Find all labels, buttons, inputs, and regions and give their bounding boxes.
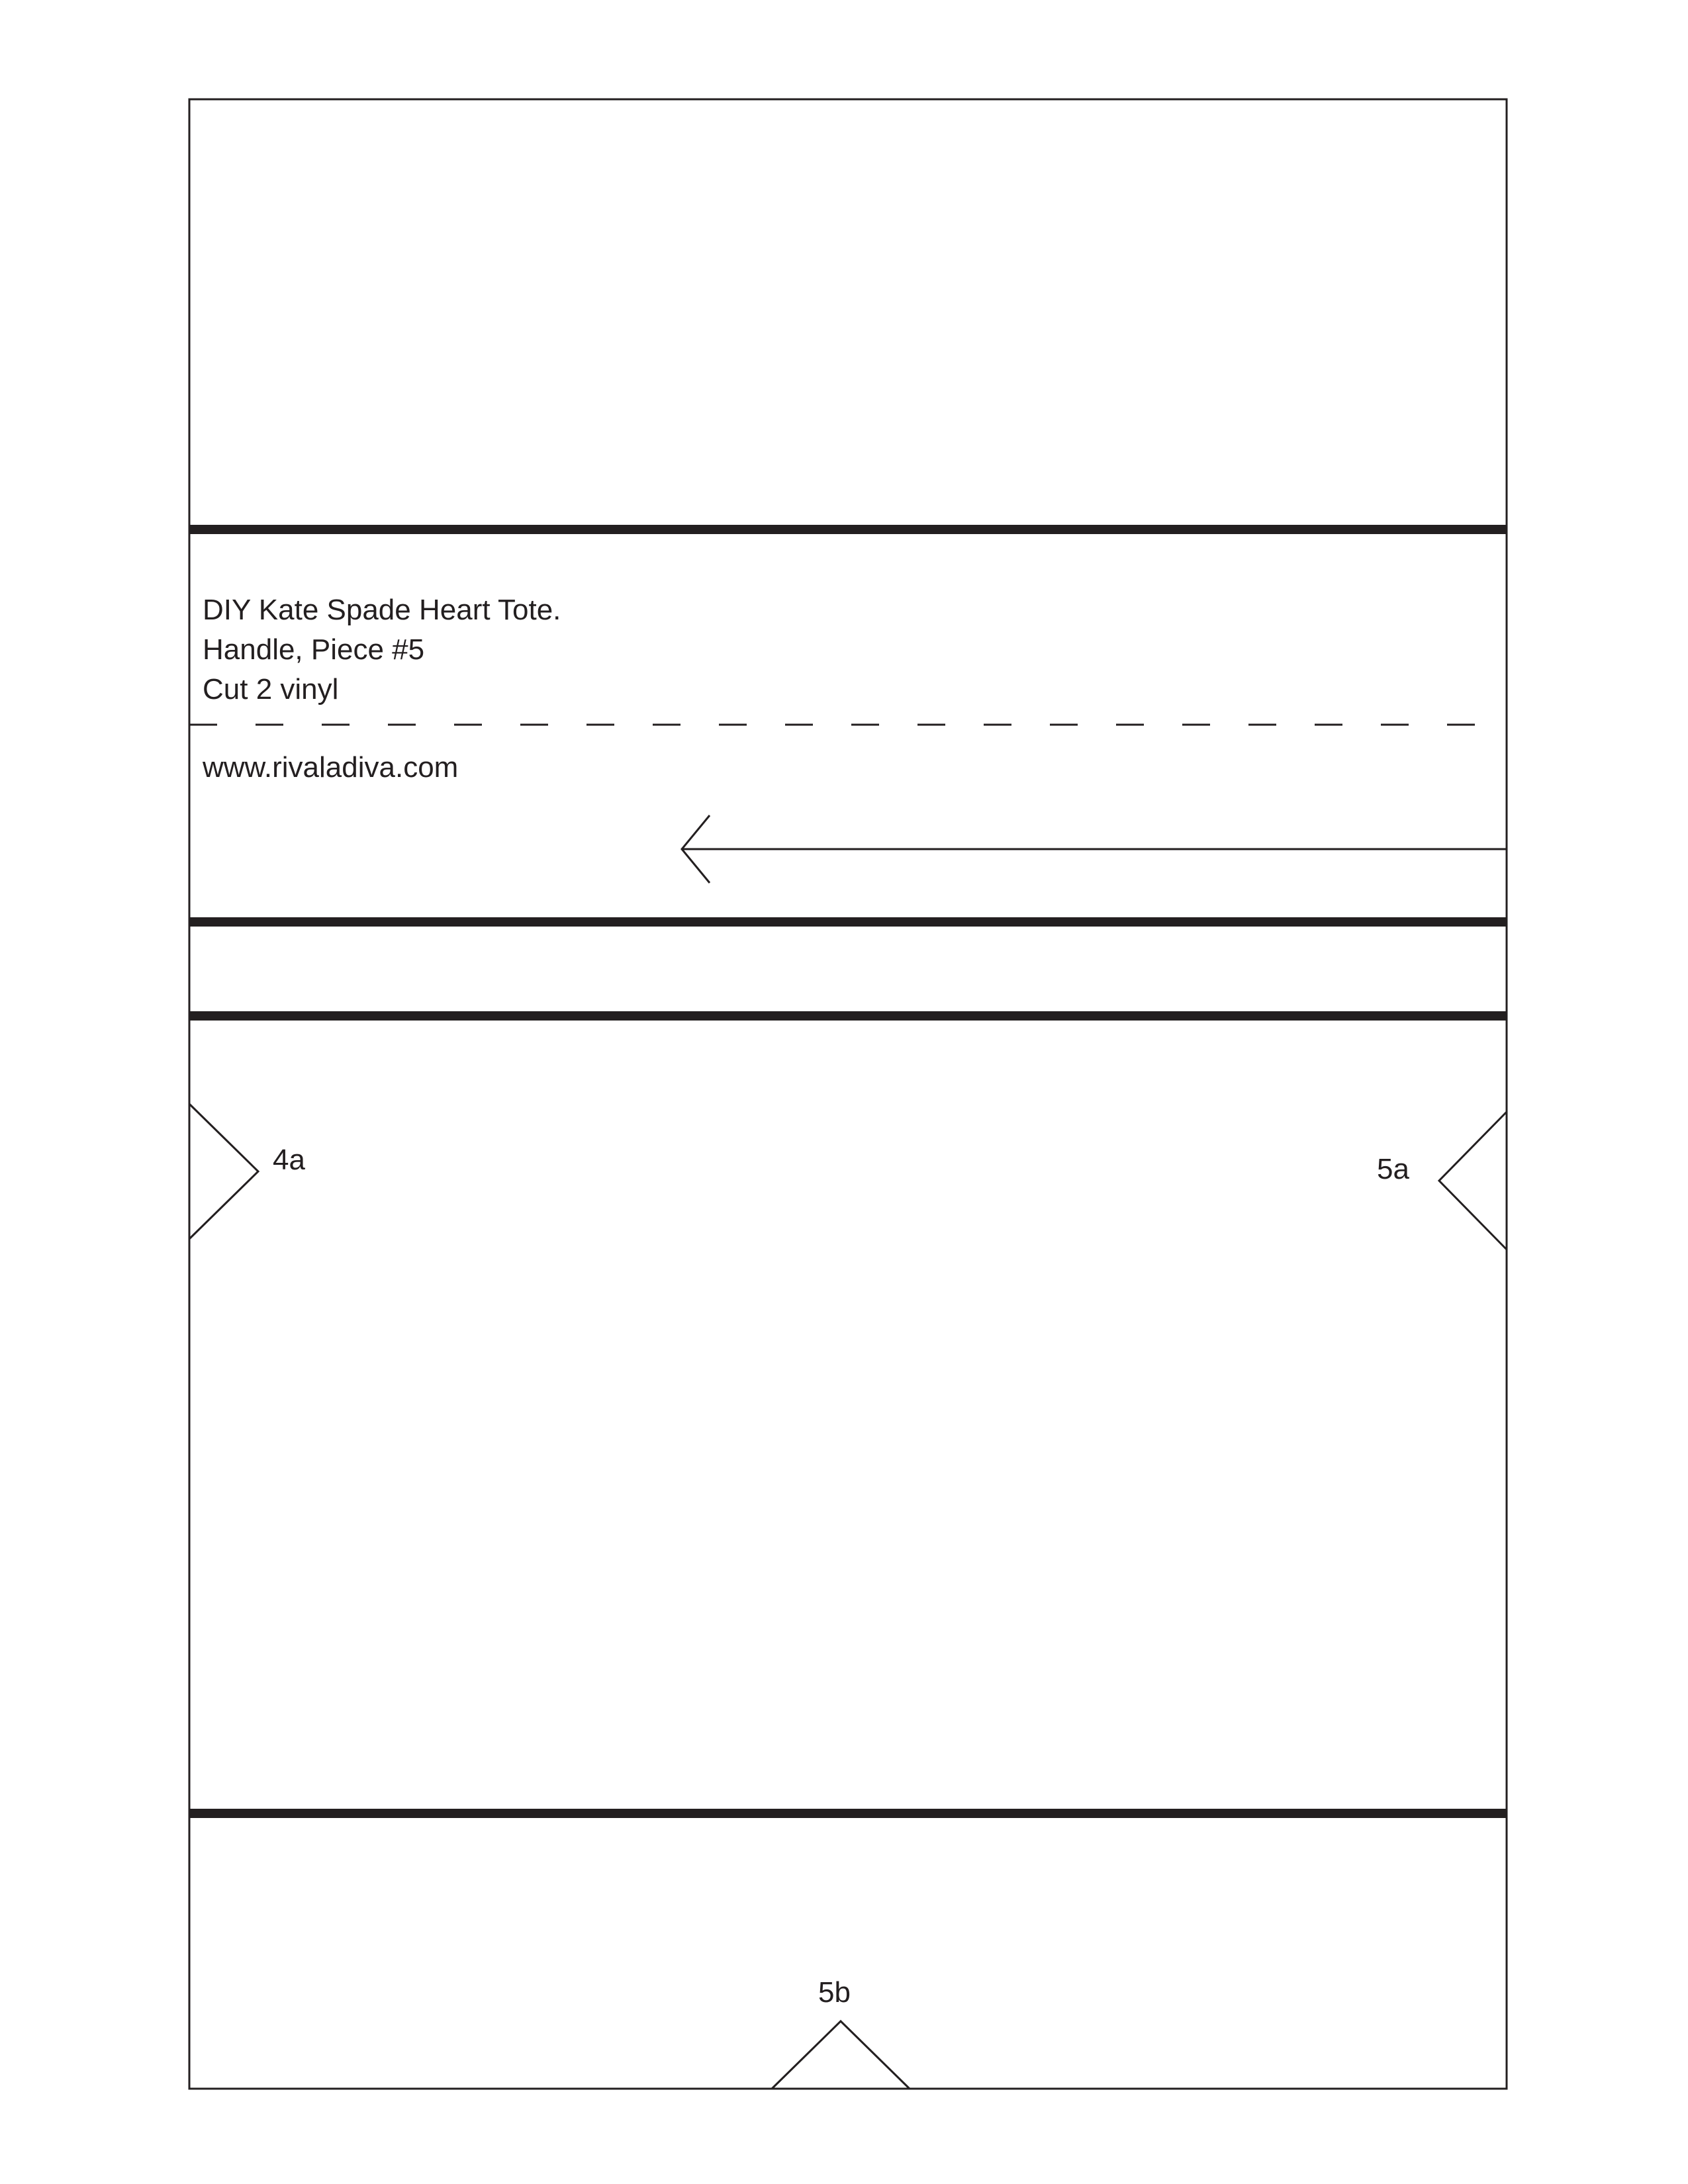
pattern-title: DIY Kate Spade Heart Tote. (203, 594, 561, 626)
pattern-piece-label: Handle, Piece #5 (203, 633, 425, 666)
notch-5b-marker (772, 2021, 910, 2089)
notch-label-4a: 4a (273, 1144, 305, 1176)
cut-instruction: Cut 2 vinyl (203, 673, 339, 705)
notch-label-5a: 5a (1377, 1153, 1409, 1185)
notch-4a-marker (189, 1104, 258, 1239)
website-link: www.rivaladiva.com (203, 751, 459, 784)
notch-5a-marker (1439, 1112, 1507, 1250)
pattern-outline (189, 99, 1507, 2089)
notch-label-5b: 5b (818, 1976, 851, 2009)
